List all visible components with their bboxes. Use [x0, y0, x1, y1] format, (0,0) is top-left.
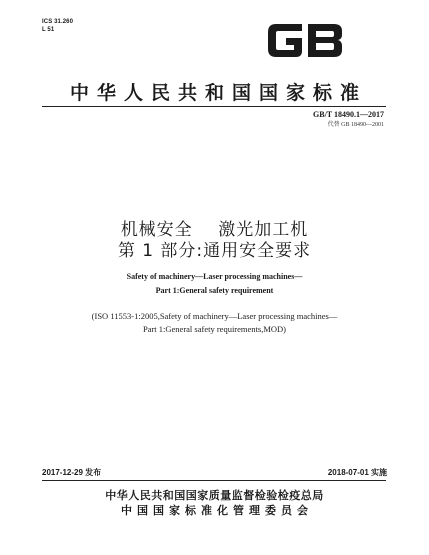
implementation-date: 2018-07-01 实施 [327, 468, 387, 477]
top-divider [42, 106, 386, 107]
replaces-note: 代替 GB 18490—2001 [327, 122, 384, 128]
issue-date: 2017-12-29 发布 [42, 468, 102, 477]
issuer-line-1: 中华人民共和国国家质量监督检验检疫总局 [105, 489, 324, 502]
english-title-line-1: Safety of machinery—Laser processing machines— [126, 272, 303, 281]
national-standard-title: 中华人民共和国国家标准 [69, 82, 367, 104]
ics-code: ICS 31.260 [42, 19, 74, 25]
chinese-title-line-2: 第 1 部分:通用安全要求 [117, 241, 312, 261]
chinese-title-line-1: 机械安全 激光加工机 [120, 220, 309, 240]
iso-reference-line-2: Part 1:General safety requirements,MOD) [142, 324, 287, 334]
bottom-divider [42, 480, 386, 481]
ccs-code: L 51 [42, 27, 55, 33]
gb-standard-logo-icon [264, 18, 346, 63]
issuer-line-2: 中国国家标准化管理委员会 [121, 504, 313, 517]
english-title-line-2: Part 1:General safety requirement [155, 286, 274, 295]
standard-number: GB/T 18490.1—2017 [313, 110, 384, 119]
iso-reference-line-1: (ISO 11553-1:2005,Safety of machinery—Laser processing machines— [91, 311, 338, 321]
